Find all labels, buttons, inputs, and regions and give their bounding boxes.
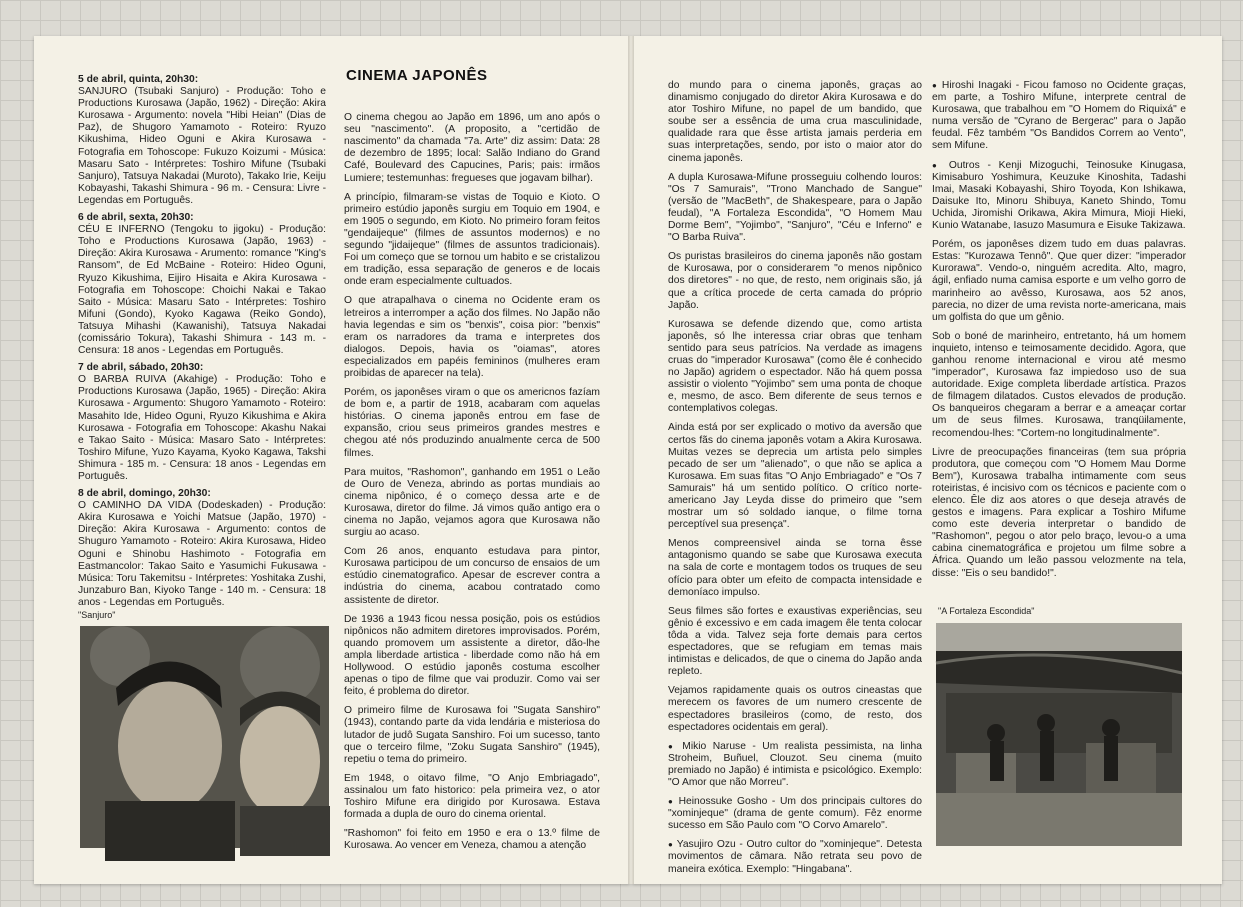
paragraph: Com 26 anos, enquanto estudava para pintor, Kurosawa participou de um concurso de ensaios de um estúdio cinematografico. Apesar de escrever contra a indústria do cinema, acabou contratado como assistente de diretor. bbox=[344, 546, 600, 606]
schedule-date: 8 de abril, domingo, 20h30: bbox=[78, 488, 211, 500]
schedule-column bbox=[78, 74, 326, 608]
fortaleza-illustration bbox=[936, 623, 1182, 846]
article-column-2 bbox=[668, 80, 922, 880]
paragraph: Livre de preocupações financeiras (tem sua própria produtora, que começou com "O Homem Mau Dorme Bem"), Kurosawa trabalha intimamente com seus roteiristas, é incisivo com os técnicos e paciente com o elenco. Êle diz aos atores o que deseja através de gestos e imagens. Para explicar a Toshiro Mifume como este deveria interpretar o bandido de "Rashomon", pegou o ator pelo braço, levou-o a uma cabina cinematográfica e projetou um filme sobre a África. Quando um leão passou velozmente na tela, disse: "Eis o seu bandido!". bbox=[932, 446, 1186, 579]
paragraph: O cinema chegou ao Japão em 1896, um ano após o seu "nascimento". (A proposito, a "certidão de nascimento" da chamada "7a. Arte" diz assim: Data: 28 de dezembro de 1895; local: Salão Indiano do Grand Café, Boulevard des Capucines, Paris; pais: irmãos Lumiere; testemunhas: fregueses que jogavam bilhar). bbox=[344, 112, 600, 184]
sanjuro-illustration bbox=[80, 626, 329, 848]
article-column-3 bbox=[932, 80, 1186, 610]
paragraph: Seus filmes são fortes e exaustivas experiências, seu gênio é excessivo e em cada imagem êle tenta colocar tôda a vida. Talvez seja forte demais para certos espectadores, que se refugiam em temas mais intimistas e delicados, de que o cinema do Japão anda repleto. bbox=[668, 605, 922, 678]
paragraph: Kurosawa se defende dizendo que, como artista japonês, só lhe interessa criar obras que tenham sentido para seus patrícios. Na verdade as imagens cruas do "imperador Kurosawa" (como êle é conhecido no Japão) agridem o espectador. Não há quem possa assistir o violento "Yojimbo" sem uma ponta de choque e, mesmo, de asco. Bem diferente de seus ternos e contemplativos colegas. bbox=[668, 318, 922, 415]
sanjuro-photo bbox=[80, 626, 329, 848]
schedule-text: O BARBA RUIVA (Akahige) - Produção: Toho e Productions Kurosawa (Japão, 1965) - Direção: Akira Kurosawa - Argumento: Shugoro Yamamoto - Roteiro: Masahito Ide, Hideo Oguni, Ryuzo Kikushima e Akira Kurosawa - Fotografia em Tohoscope: Akashu Nakai e Takao Saito - Música: Masaro Sato - Intérpretes: Toshiro Mifune, Yuzo Kayama, Kyoko Kagawa, Takshi Shimura - 185 m. - Censura: 18 anos - Legendas em Português. bbox=[78, 374, 326, 482]
paragraph: do mundo para o cinema japonês, graças ao dinamismo conjugado do diretor Akira Kurosawa e do ator Toshiro Mifune, no papel de um bandido, que soube ser a essência de uma crua masculinidade, qualidade rara que êsse artista jamais perderia em suas interpretações, sendo, por isto o maior ator do cinema japonês. bbox=[668, 80, 922, 164]
schedule-entry bbox=[78, 362, 326, 483]
schedule-date: 6 de abril, sexta, 20h30: bbox=[78, 212, 194, 224]
paragraph: Sob o boné de marinheiro, entretanto, há um homem inquieto, intenso e teimosamente decidido. Agora, que ganhou renome internacional e virou até mesmo "imperador", Kurosawa faz impiedoso uso de sua autoridade. Exige completa liberdade artística. Prazos de filmagem dilatados. Custos elevados de produção. Os banqueiros chegaram a berrar e a ameaçar cortar um de seus filmes. Kurosawa, tranqüilamente, recomendou-lhes: "Cortem-no longitudinalmente". bbox=[932, 330, 1186, 439]
schedule-text: SANJURO (Tsubaki Sanjuro) - Produção: Toho e Productions Kurosawa (Japão, 1962) - Direção: Akira Kurosawa - Argumento: novela "Hibi Heian" (Dias de Paz), de Shugoro Yamamoto - Roteiro: Ryuzo Kikushima, Hideo Oguni e Akira Kurosawa - Fotografia em Tohoscope: Fukuzo Koizumi - Música: Masaru Sato - Intérpretes: Toshiro Mifune (Tsubaki Sanjuro), Tatsuya Nakadai (Muroto), Takako Irie, Keiju Kobayashi, Takashi Shimura - 96 m. - Censura: Livre - Legendas em Português. bbox=[78, 86, 326, 206]
book-spine bbox=[628, 36, 634, 884]
paragraph: A dupla Kurosawa-Mifune prosseguiu colhendo louros: "Os 7 Samurais", "Trono Manchado de Sangue" (versão de "MacBeth", de Shakespeare, para o Japão feudal), "A Fortaleza Escondida", "O Homem Mau Dorme Bem", "Yojimbo", "Sanjuro", "Céu e Inferno" e "O Barba Ruiva". bbox=[668, 171, 922, 244]
schedule-entry bbox=[78, 488, 326, 609]
paragraph: O que atrapalhava o cinema no Ocidente eram os letreiros a interromper a ação dos filmes. No Japão não havia legendas e sim os "benxis", coisa pior: "benxis" eram os narradores da trama e interpretes dos dialogos. Depois, havia os "oiamas", atores especializados em papéis femininos (mulheres eram proibidas de aparecer na tela). bbox=[344, 295, 600, 379]
paragraph: Porém, os japonêses viram o que os americnos fazíam de bom e, a partir de 1918, acabaram com aquelas histórias. O cinema japonês entrou em fase de expansão, criou seus primeiros grandes mestres e chegou até nós produzindo anualmente cerca de 500 filmes. bbox=[344, 387, 600, 459]
paragraph: Porém, os japonêses dizem tudo em duas palavras. Estas: "Kurozawa Tennô". Que quer dizer: "imperador Kurorawa". Vendo-o, ninguém acredita. Alto, magro, ágil, enfiado numa camisa esporte e um velho gorro de marinheiro ao avêsso, Kurosawa, aos 52 anos, parecia, no dizer de uma revista norte-americana, mais um golfista do que um gênio. bbox=[932, 239, 1186, 323]
photo-caption-sanjuro: "Sanjuro" bbox=[78, 610, 116, 620]
fortaleza-photo bbox=[936, 623, 1182, 846]
schedule-text: CÉU E INFERNO (Tengoku to jigoku) - Produção: Toho e Productions Kurosawa (Japão, 1963) - Direção: Akira Kurosawa - Arumento: romance "King's Ransom", de Ed McBaine - Roteiro: Hideo Oguni, Ryuzo Kikushima, Eijiro Hisaita e Akira Kurosawa - Fotografia em Tohoscope: Choichi Nakai e Takao Saito - Música: Masaru Sato - Intérpretes: Toshiro Mifuni (Gondo), Kyoko Kagawa (Reiko Gondo), Tatsuya Mihashi (Kawanishi), Tatsuya Nakadai (comissário Tokura), Takashi Shimura - 143 m. - Censura: 18 anos - Legendas em Português. bbox=[78, 224, 326, 357]
paragraph: A princípio, filmaram-se vistas de Toquio e Kioto. O primeiro estúdio japonês surgiu em Toquio em 1904, e em 1905 o segundo, em Kioto. No primeiro foram feitos "gendaijeque" (filmes de assuntos modernos) e no segundo "jidaijeque" (filmes de assuntos tradicionais). Foi um começo que se tornou um habito e se cristalizou em tradição, essa separação de generos e de locais onde eram especialmente cultuados. bbox=[344, 191, 600, 288]
schedule-entry bbox=[78, 212, 326, 357]
schedule-date: 5 de abril, quinta, 20h30: bbox=[78, 74, 199, 85]
paragraph: De 1936 a 1943 ficou nessa posição, pois os estúdios nipônicos não admitem diretores improvisados. Porém, quando promovem um assistente a diretor, dão-lhe ampla liberdade artistica - liberdade como não há em Hollywood. O estúdio japonês costuma escolher apenas o tipo de filme que vai produzir. Como vai ser feito, é problema do diretor. bbox=[344, 613, 600, 698]
paragraph: O primeiro filme de Kurosawa foi "Sugata Sanshiro" (1943), contando parte da vida lendária e misteriosa do lutador de judô Sugata Sanshiro. Foi um sucesso, tanto que o terceiro filme, "Zoku Sugata Sanshiro" (1945), repetiu o tema do primeiro. bbox=[344, 705, 600, 765]
director-entry: ● Heinossuke Gosho - Um dos principais cultores do "xominjeque" (drama de gente comum). Fêz enorme sucesso em São Paulo com "O Corvo Amarelo". bbox=[668, 796, 922, 832]
paragraph: Os puristas brasileiros do cinema japonês não gostam de Kurosawa, por o considerarem "o menos nipônico dos diretores" - no que, de resto, nem originais são, já que a crítica procede de certa camada do próprio Japão. bbox=[668, 251, 922, 311]
photo-caption-fortaleza: "A Fortaleza Escondida" bbox=[938, 606, 1035, 616]
paragraph: Vejamos rapidamente quais os outros cineastas que merecem os favores de um numero crescente de espectadores brasileiros (como, de resto, dos espectadores ocidentais em geral). bbox=[668, 685, 922, 733]
schedule-entry bbox=[78, 74, 326, 207]
director-entry: ● Hiroshi Inagaki - Ficou famoso no Ocidente graças, em parte, a Toshiro Mifune, interprete central de Kurosawa, que trabalhou em "O Homem do Riquixá" e numa versão de "Cyrano de Bergerac" para o Japão feudal. Fêz também "Os Bandidos Correm ao Vento", sem Mifune. bbox=[932, 80, 1186, 153]
paragraph: Em 1948, o oitavo filme, "O Anjo Embriagado", assinalou um fato historico: pela primeira vez, o ator Toshiro Mifune era dirigido por Kurosawa. Estava formada a dupla de ouro do cinema oriental. bbox=[344, 772, 600, 821]
paragraph: "Rashomon" foi feito em 1950 e era o 13.º filme de Kurosawa. Ao vencer em Veneza, chamou a atenção bbox=[344, 828, 600, 852]
paragraph: Ainda está por ser explicado o motivo da aversão que certos fãs do cinema japonês votam a Akira Kurosawa. Muitas vezes se deprecia um artista pelo simples pecado de ser um "alienado", o que não se aplica a Kurosawa. Em suas fitas "O Anjo Embriagado" e "Os 7 Samurais" há um sentido político. O crítico norte-americano Jay Leyda disse do primeiro que "sem mostrar um só soldado ianque, o filme torna perceptível sua presença". bbox=[668, 422, 922, 531]
article-column-1 bbox=[344, 67, 600, 880]
schedule-date: 7 de abril, sábado, 20h30: bbox=[78, 362, 204, 374]
director-entry: ● Outros - Kenji Mizoguchi, Teinosuke Kinugasa, Kimisaburo Yoshimura, Keuzuke Kinoshita, Tadashi Imai, Masaki Kobayashi, Shiro Toyoda, Kon Ishikawa, Daisuke Ito, Minoru Shibuya, Kaneto Shindo, Tomu Uchida, Jiromishi Orikawa, Akira Mimura, Mioji Hieki, Kunio Watanabe, Iasuzo Masumura e Eisuke Takizawa. bbox=[932, 160, 1186, 233]
paragraph: Para muitos, "Rashomon", ganhando em 1951 o Leão de Ouro de Veneza, abrindo as portas mundiais ao cinema nipônico, é o começo dessa arte e de Kurosawa, diretor do filme. Já vimos quão antigo era o cinema no Japão, vejamos agora que Kurosawa não surgiu ao acaso. bbox=[344, 466, 600, 539]
article-title: CINEMA JAPONÊS bbox=[346, 67, 488, 84]
schedule-text: O CAMINHO DA VIDA (Dodeskaden) - Produção: Akira Kurosawa e Yoichi Matsue (Japão, 1970) - Direção: Akira Kurosawa - Argumento: contos de Shuguro Yamamoto - Roteiro: Akira Kurosawa, Hideo Oguni e Shinobu Hashimoto - Fotografia em Eastmancolor: Takao Saito e Yasumichi Fukusawa - Música: Toru Takemitsu - Intérpretes: Yoshitaka Zushi, Junzaburo Ban, Kiyoko Tange - 140 m. - Censura: 18 anos - Legendas em Português. bbox=[78, 500, 326, 608]
right-page bbox=[632, 36, 1222, 884]
left-page bbox=[34, 36, 630, 884]
director-entry: ● Yasujiro Ozu - Outro cultor do "xominjeque". Detesta movimentos de câmara. Não retrata seu povo de maneira exótica. Exemplo: "Hingabana". bbox=[668, 839, 922, 875]
paragraph: Menos compreensivel ainda se torna êsse antagonismo quando se sabe que Kurosawa executa na sala de corte e montagem todos os truques de seu ofício para obter um efeito de compacta intensidade e demoníaco impulso. bbox=[668, 538, 922, 598]
director-entry: ● Mikio Naruse - Um realista pessimista, na linha Stroheim, Buñuel, Clouzot. Seu cinema (muito premiado no Japão) é intimista e psicológico. Exemplo: "O Amor que não Morreu". bbox=[668, 741, 922, 789]
